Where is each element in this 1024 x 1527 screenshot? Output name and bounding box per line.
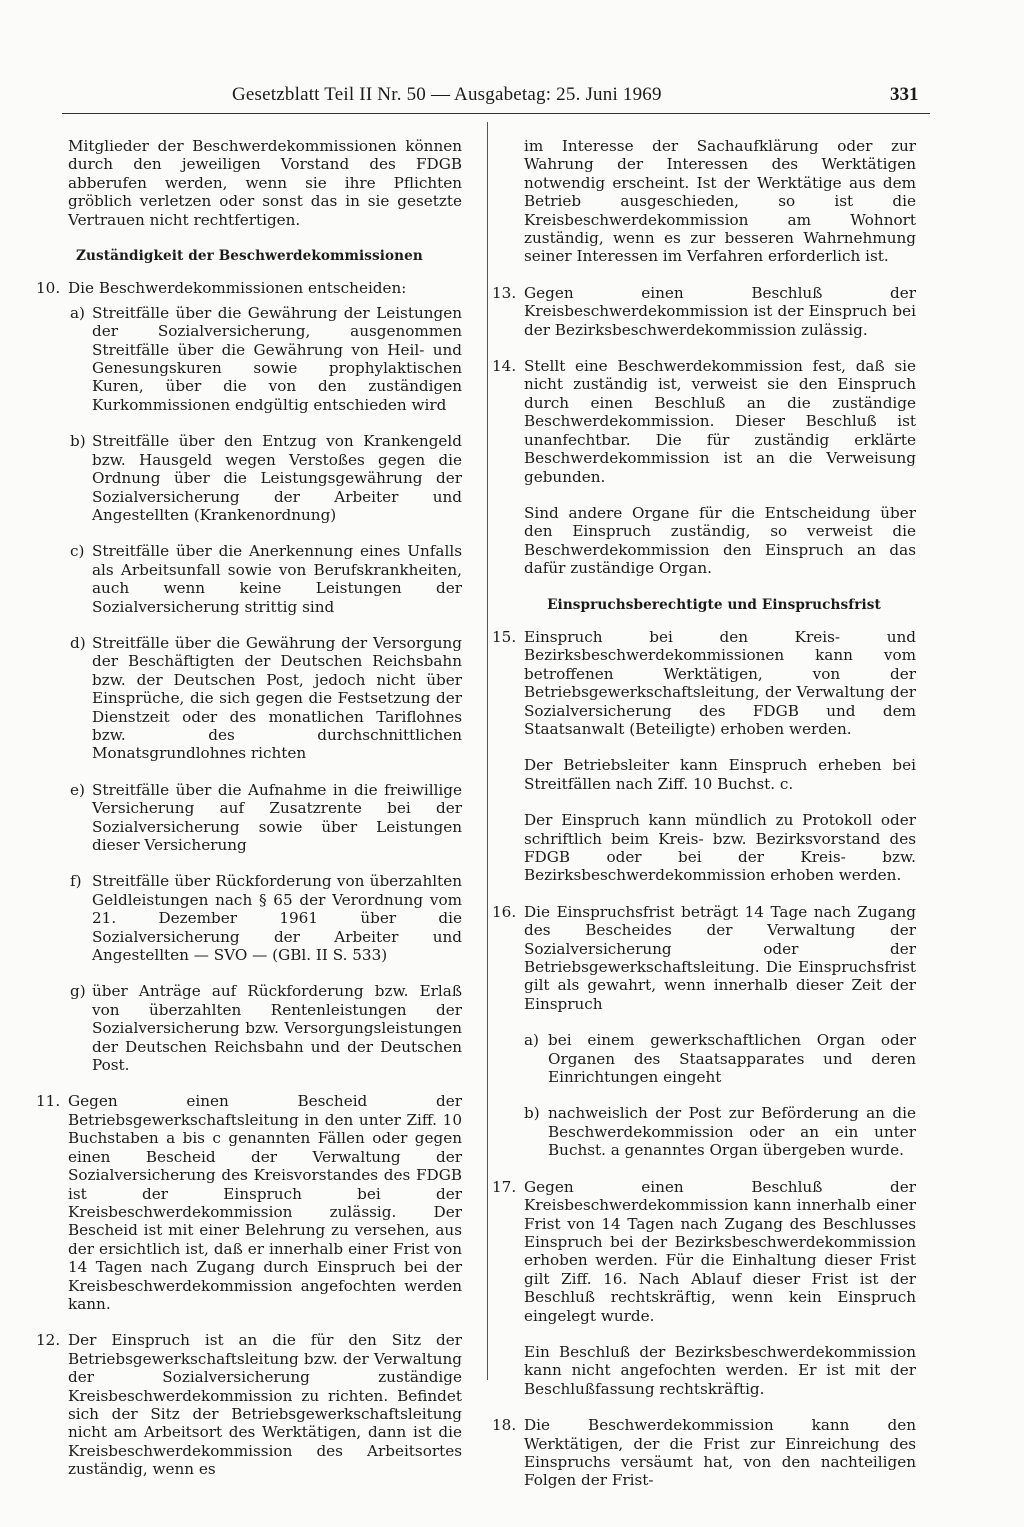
paragraph-number: 13.: [492, 283, 517, 302]
paragraph-10: [36, 279, 462, 298]
subitem-text: Streitfälle über die Anerkennung eines Unfalls als Arbeitsunfall sowie von Berufskrankheiten, auch wenn keine Leistungen der Sozialversicherung strittig sind: [92, 542, 462, 616]
section-heading-zustaendigkeit: Zuständigkeit der Beschwerdekommissionen: [76, 248, 423, 265]
paragraph-number: 16.: [492, 902, 517, 921]
subitem-text: über Anträge auf Rückforderung bzw. Erlaß von überzahlten Rentenleistungen der Sozialversicherung bzw. Versorgungsleistungen der Deutschen Reichsbahn und der Deutschen Post.: [92, 982, 462, 1075]
paragraph-12-continued: im Interesse der Sachaufklärung oder zur Wahrung der Interessen des Werktätigen notwendig erscheint. Ist der Werktätige aus dem Betrieb ausgeschieden, so ist die Kreisbeschwerdekommission am Wohnort zuständig, wenn es zur besseren Wahrnehmung seiner Interessen im Verfahren erforderlich ist.: [524, 137, 916, 266]
subitem-10f: [40, 872, 462, 964]
subitem-text: Streitfälle über die Aufnahme in die freiwillige Versicherung auf Zusatzrente bei der Sozialversicherung sowie über Leistungen dieser Versicherung: [92, 780, 462, 854]
paragraph-number: 15.: [492, 627, 517, 646]
page-header: [0, 80, 1024, 114]
paragraph-text: Gegen einen Bescheid der Betriebsgewerkschaftsleitung in den unter Ziff. 10 Buchstaben a bis c genannten Fällen oder gegen einen Bescheid der Verwaltung der Sozialversicherung des Kreisvorstandes des FDGB ist der Einspruch bei der Kreisbeschwerdekommission zulässig. Der Bescheid ist mit einer Belehrung zu versehen, aus der ersichtlich ist, daß er innerhalb einer Frist von 14 Tagen nach Zugang durch Einspruch bei der Kreisbeschwerdekommission angefochten werden kann.: [68, 1092, 462, 1313]
paragraph-11: [36, 1092, 462, 1313]
page-number: 331: [890, 84, 919, 105]
paragraph-14-second: Sind andere Organe für die Entscheidung über den Einspruch zuständig, so verweist die Beschwerdekommission den Einspruch an das dafür zuständige Organ.: [524, 503, 916, 578]
subitem-10g: [40, 982, 462, 1074]
paragraph-17-second: Ein Beschluß der Bezirksbeschwerdekommission kann nicht angefochten werden. Er ist mit der Beschlußfassung rechtskräftig.: [524, 1342, 916, 1398]
paragraph-text: Einspruch bei den Kreis- und Bezirksbeschwerdekommissionen kann vom betroffenen Werktätigen, von der Betriebsgewerkschaftsleitung, der Verwaltung der Sozialversicherung des FDGB und dem Staatsanwalt (Beteiligte) erhoben werden.: [524, 627, 916, 738]
subitem-text: Streitfälle über den Entzug von Krankengeld bzw. Hausgeld wegen Verstoßes gegen die Ordnung über die Leistungsgewährung der Sozialversicherung der Arbeiter und Angestellten (Krankenordnung): [92, 432, 462, 524]
paragraph-text: Gegen einen Beschluß der Kreisbeschwerdekommission ist der Einspruch bei der Bezirksbeschwerdekommission zulässig.: [524, 283, 916, 339]
subitem-16a: [524, 1031, 916, 1086]
header-rule: [62, 113, 930, 114]
subitem-letter: b): [524, 1104, 540, 1123]
subitem-10c: [40, 542, 462, 616]
paragraph-12: [36, 1331, 462, 1479]
paragraph-text: Stellt eine Beschwerdekommission fest, daß sie nicht zuständig ist, verweist sie den Einspruch durch einen Beschluß an die zuständige Beschwerdekommission. Dieser Beschluß ist unanfechtbar. Die für zuständig erklärte Beschwerdekommission ist an die Verweisung gebunden.: [524, 357, 916, 486]
paragraph-number: 17.: [492, 1177, 517, 1196]
paragraph-15-second: Der Betriebsleiter kann Einspruch erheben bei Streitfällen nach Ziff. 10 Buchst. c.: [524, 756, 916, 793]
left-column: [36, 137, 462, 1497]
subitem-text: Streitfälle über Rückforderung von überzahlten Geldleistungen nach § 65 der Verordnung vom 21. Dezember 1961 über die Sozialversicherung der Arbeiter und Angestellten — SVO — (GBl. II S. 533): [92, 872, 462, 965]
paragraph-text: Gegen einen Beschluß der Kreisbeschwerdekommission kann innerhalb einer Frist von 14 Tagen nach Zugang des Beschlusses Einspruch bei der Bezirksbeschwerdekommission erhoben werden. Für die Einhaltung dieser Frist gilt Ziff. 16. Nach Ablauf dieser Frist ist der Beschluß rechtskräftig, wenn kein Einspruch eingelegt wurde.: [524, 1177, 916, 1325]
paragraph-text: Die Beschwerdekommissionen entscheiden:: [68, 279, 407, 298]
subitem-10d: [40, 634, 462, 763]
subitem-letter: d): [70, 633, 86, 652]
section-heading-einspruch: Einspruchsberechtigte und Einspruchsfrist: [547, 596, 881, 613]
subitem-10a: [40, 304, 462, 414]
paragraph-number: 11.: [36, 1092, 61, 1111]
subitem-letter: a): [70, 303, 85, 322]
subitem-letter: e): [70, 780, 85, 799]
subitem-text: Streitfälle über die Gewährung der Versorgung der Beschäftigten der Deutschen Reichsbahn bzw. der Deutschen Post, jedoch nicht über Einsprüche, die sich gegen die Festsetzung der Dienstzeit oder des monatlichen Tariflohnes bzw. des durchschnittlichen Monatsgrundlohnes richten: [92, 633, 462, 763]
header-title: Gesetzblatt Teil II Nr. 50 — Ausgabetag: 25. Juni 1969: [232, 84, 662, 105]
paragraph-number: 12.: [36, 1331, 61, 1350]
subitem-16b: [524, 1104, 916, 1159]
paragraph-number: 10.: [36, 279, 61, 298]
subitem-text: nachweislich der Post zur Beförderung an die Beschwerdekommission oder an ein unter Buchst. a genanntes Organ übergeben wurde.: [548, 1104, 916, 1160]
subitem-letter: g): [70, 982, 86, 1001]
paragraph-18: [492, 1416, 916, 1490]
paragraph-14: [492, 357, 916, 486]
column-divider: [487, 122, 488, 1380]
subitem-letter: f): [70, 872, 82, 891]
paragraph-13: [492, 283, 916, 339]
subitem-10b: [40, 432, 462, 524]
paragraph-15-third: Der Einspruch kann mündlich zu Protokoll oder schriftlich beim Kreis- bzw. Bezirksvorstand des FDGB oder bei der Kreis- bzw. Bezirksbeschwerdekommission erhoben werden.: [524, 811, 916, 885]
subitem-letter: a): [524, 1031, 539, 1050]
paragraph-17: [492, 1177, 916, 1325]
paragraph-15: [492, 627, 916, 738]
paragraph-number: 14.: [492, 357, 517, 376]
subitem-10e: [40, 781, 462, 855]
paragraph-text: Die Einspruchsfrist beträgt 14 Tage nach Zugang des Bescheides der Verwaltung der Sozialversicherung oder der Betriebsgewerkschaftsleitung. Die Einspruchsfrist gilt als gewahrt, wenn innerhalb dieser Zeit der Einspruch: [524, 902, 916, 1013]
paragraph-number: 18.: [492, 1416, 517, 1435]
subitem-letter: b): [70, 432, 86, 451]
intro-paragraph: Mitglieder der Beschwerdekommissionen können durch den jeweiligen Vorstand des FDGB abberufen werden, wenn sie ihre Pflichten gröblich verletzen oder sonst das in sie gesetzte Vertrauen nicht rechtfertigen.: [68, 137, 462, 229]
right-column: [492, 137, 916, 1508]
paragraph-text: Der Einspruch ist an die für den Sitz der Betriebsgewerkschaftsleitung bzw. der Verwaltung der Sozialversicherung zuständige Kreisbeschwerdekommission zu richten. Befindet sich der Sitz der Betriebsgewerkschaftsleitung nicht am Arbeitsort des Werktätigen, dann ist die Kreisbeschwerdekommission des Arbeitsortes zuständig, wenn es: [68, 1331, 462, 1479]
subitem-letter: c): [70, 542, 85, 561]
paragraph-text: Die Beschwerdekommission kann den Werktätigen, der die Frist zur Einreichung des Einspruchs versäumt hat, von den nachteiligen Folgen der Frist-: [524, 1416, 916, 1490]
subitem-text: Streitfälle über die Gewährung der Leistungen der Sozialversicherung, ausgenommen Streitfälle über die Gewährung von Heil- und Genesungskuren sowie prophylaktischen Kuren, über die von den zuständigen Kurkommissionen endgültig entschieden wird: [92, 303, 462, 414]
paragraph-16: [492, 902, 916, 1160]
subitem-text: bei einem gewerkschaftlichen Organ oder Organen des Staatsapparates und deren Einrichtungen eingeht: [548, 1031, 916, 1087]
